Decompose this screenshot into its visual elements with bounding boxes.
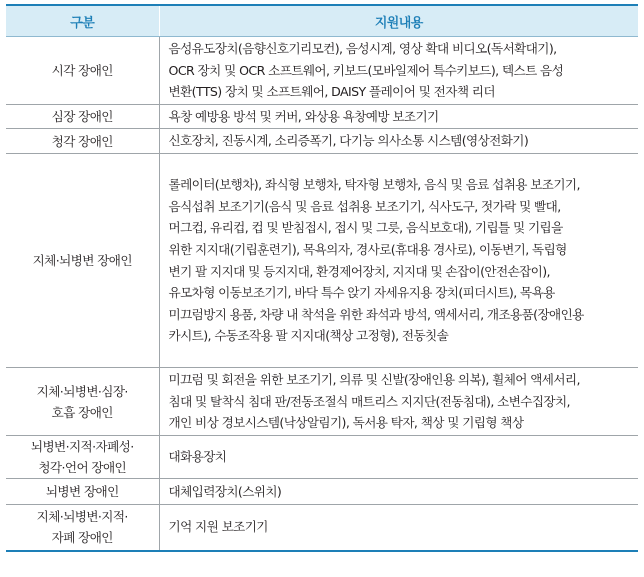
content-line: 기억 지원 보조기기 [168, 519, 268, 535]
disability-category [6, 479, 159, 505]
assistive-device-table [6, 4, 638, 552]
content-line: 위한 지지대(기립훈련기), 목욕의자, 경사로(휴대용 경사로), 이동변기, 독립형 [168, 241, 567, 257]
assistive-device-table-wrapper [6, 4, 638, 552]
disability-category [6, 105, 159, 129]
category-line: 뇌병변·지적·자폐성· [30, 439, 134, 454]
disability-category [6, 368, 159, 436]
content-line: 변기 팔 지지대 및 등지지대, 환경제어장치, 지지대 및 손잡이(안전손잡이), [168, 263, 550, 279]
category-line: 시각 장애인 [51, 63, 113, 78]
content-line: 침대 및 탈착식 침대 판/전동조절식 매트리스 지지단(전동침대), 소변수집장치, [168, 393, 570, 409]
content-line: 카시트), 수동조작용 팔 지지대(책상 고정형), 전동칫솔 [168, 328, 449, 344]
table-row [6, 129, 638, 154]
support-content [159, 479, 638, 505]
content-line: 개인 비상 경보시스템(낙상알림기), 독서용 탁자, 책상 및 기립형 책상 [168, 415, 524, 431]
table-row [6, 479, 638, 505]
disability-category [6, 154, 159, 368]
content-line: 대체입력장치(스위치) [168, 483, 282, 499]
category-line: 청각·언어 장애인 [38, 460, 127, 475]
category-line: 호흡 장애인 [51, 404, 113, 420]
support-content [159, 505, 638, 551]
support-content [159, 436, 638, 479]
content-line: 머그컵, 유리컵, 컵 및 받침접시, 접시 및 그릇, 음식보호대), 기립틀 및 기립을 [168, 220, 563, 236]
table-row [6, 368, 638, 436]
category-line: 심장 장애인 [51, 109, 113, 124]
content-line: OCR 장치 및 OCR 소프트웨어, 키보드(모바일제어 특수키보드), 텍스트 음성 [168, 62, 564, 78]
table-row [6, 154, 638, 368]
category-line: 뇌병변 장애인 [45, 484, 119, 499]
table-header-row [6, 5, 638, 37]
table-row [6, 436, 638, 479]
table-row [6, 37, 638, 105]
content-line: 미끄럼 및 회전을 위한 보조기기, 의류 및 신발(장애인용 의복), 휠체어 액세서리, [168, 372, 580, 388]
category-line: 지체·뇌병변·지적· [36, 509, 128, 525]
content-line: 대화용장치 [168, 449, 227, 465]
table-row [6, 505, 638, 551]
disability-category [6, 129, 159, 154]
category-line: 청각 장애인 [51, 133, 113, 149]
content-line: 롤레이터(보행차), 좌식형 보행차, 탁자형 보행차, 음식 및 음료 섭취용 보조기기, [168, 177, 580, 193]
support-content [159, 37, 638, 105]
table-body [6, 37, 638, 551]
header-category: 구분 [6, 5, 159, 37]
content-line: 변환(TTS) 장치 및 소프트웨어, DAISY 플레이어 및 전자책 리더 [168, 84, 495, 100]
content-line: 유모차형 이동보조기기, 바닥 특수 앉기 자세유지용 장치(피더시트), 목욕용 [168, 285, 555, 301]
content-line: 음성유도장치(음향신호기리모컨), 음성시계, 영상 확대 비디오(독서확대기), [168, 41, 557, 57]
category-line: 지체·뇌병변·심장· [36, 383, 128, 399]
disability-category [6, 436, 159, 479]
content-line: 욕창 예방용 방석 및 커버, 와상용 욕창예방 보조기기 [168, 108, 439, 124]
disability-category [6, 505, 159, 551]
category-line: 자폐 장애인 [51, 530, 113, 546]
support-content [159, 129, 638, 154]
disability-category [6, 37, 159, 105]
category-line: 지체·뇌병변 장애인 [32, 253, 132, 268]
table-row [6, 105, 638, 129]
support-content [159, 154, 638, 368]
content-line: 음식섭취 보조기기(음식 및 음료 섭취용 보조기기, 식사도구, 젓가락 및 빨대, [168, 198, 561, 214]
content-line: 미끄럼방지 용품, 차량 내 착석을 위한 좌석과 방석, 액세서리, 개조용품(장애인용 [168, 306, 584, 322]
support-content [159, 105, 638, 129]
content-line: 신호장치, 진동시계, 소리증폭기, 다기능 의사소통 시스템(영상전화기) [168, 133, 529, 149]
support-content [159, 368, 638, 436]
header-content: 지원내용 [159, 5, 638, 37]
